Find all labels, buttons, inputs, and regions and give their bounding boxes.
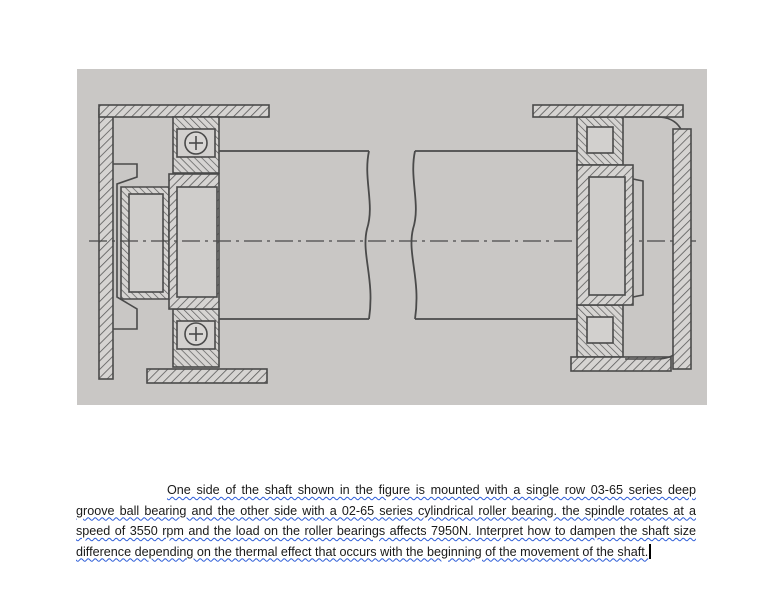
shaft-left-segment <box>219 151 371 319</box>
text-cursor <box>649 544 651 559</box>
problem-paragraph[interactable] <box>76 480 696 562</box>
shaft-right-segment <box>411 151 577 319</box>
shaft-bearing-figure <box>77 69 707 405</box>
right-bearing <box>577 117 643 357</box>
paragraph-text: One side of the shaft shown in the figure is mounted with a single row 03-65 series deep groove ball bearing and the other side with a 02-65 series cylindrical roller bearing. the spindle rotates at a speed of 3550 rpm and the load on the roller bearings affects 7950N. Interpret how to dampen the shaft size difference depending on the thermal effect that occurs with the beginning of the movement of the shaft. <box>76 483 696 559</box>
left-bearing <box>169 117 219 367</box>
